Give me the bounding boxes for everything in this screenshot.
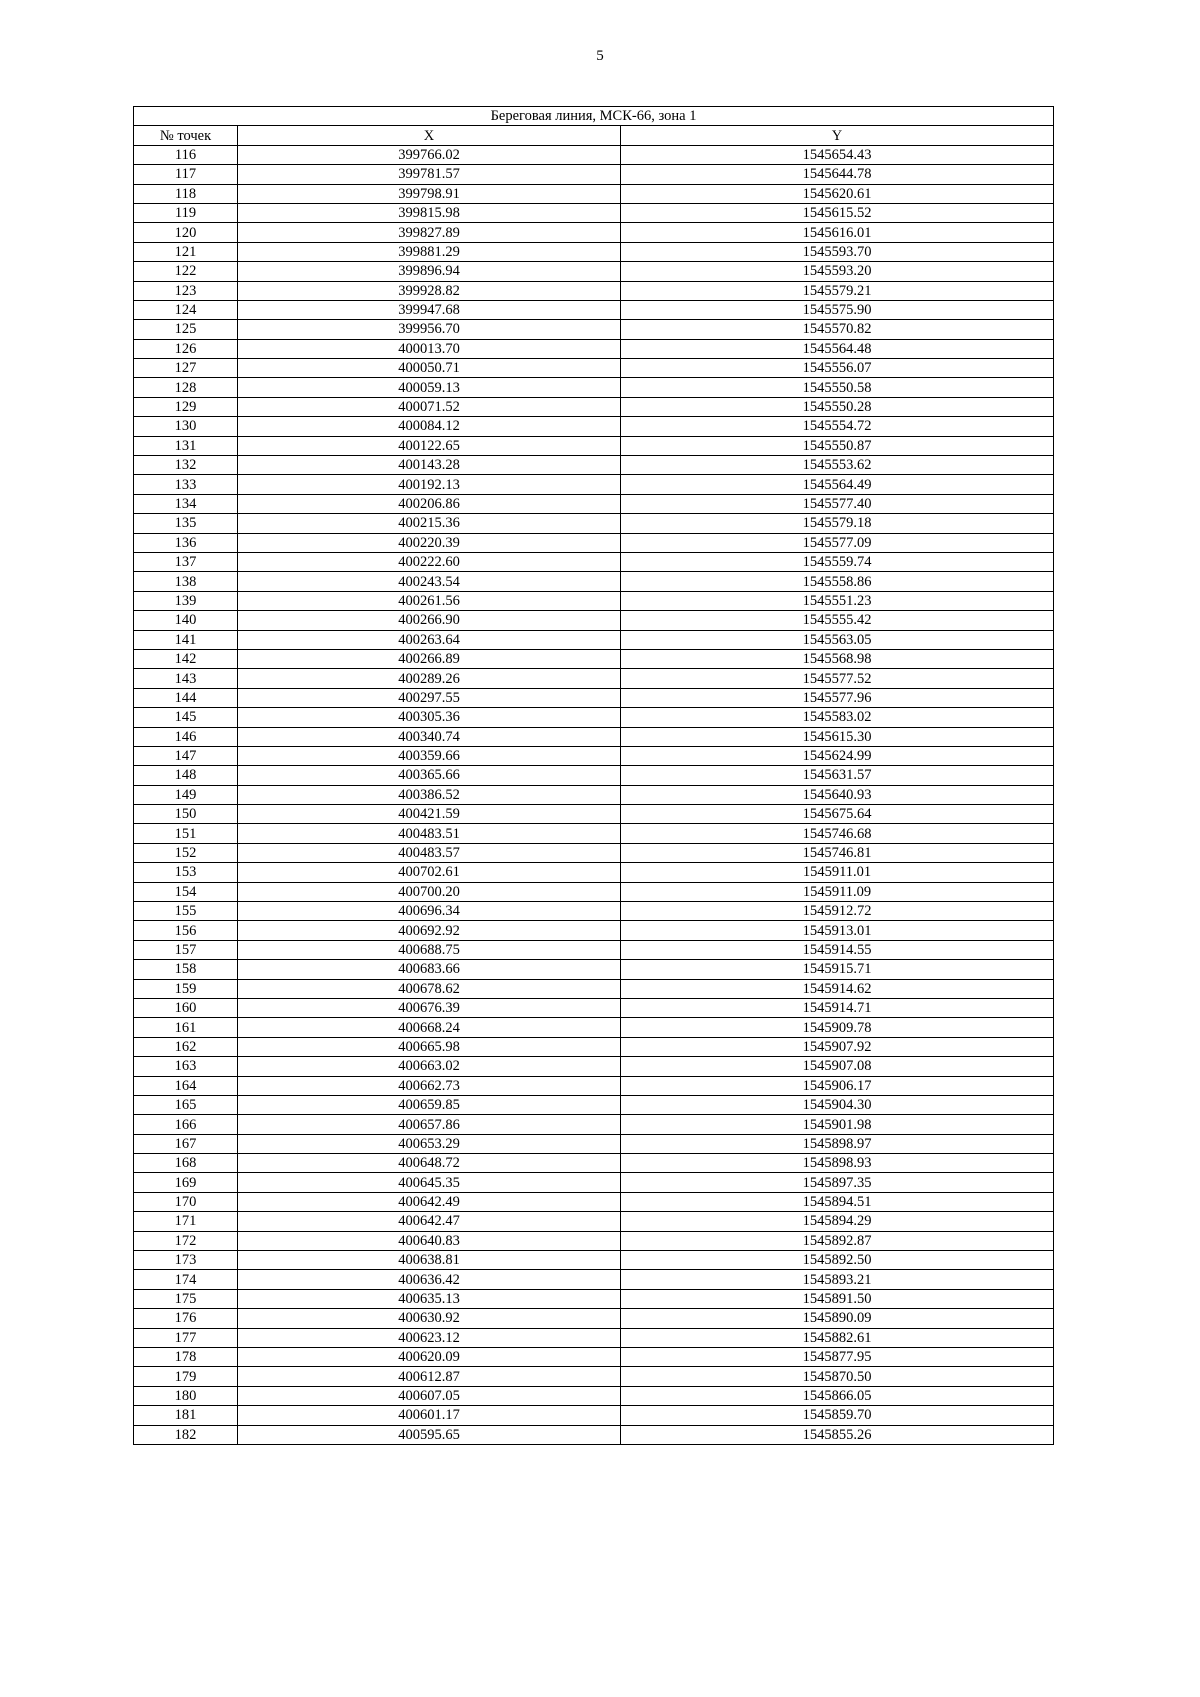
y-cell: 1545579.18 [621, 514, 1054, 533]
x-cell: 399766.02 [238, 145, 621, 164]
point-number-cell: 159 [134, 979, 238, 998]
y-cell: 1545746.81 [621, 843, 1054, 862]
point-number-cell: 140 [134, 611, 238, 630]
x-cell: 400601.17 [238, 1406, 621, 1425]
point-number-cell: 161 [134, 1018, 238, 1037]
y-cell: 1545891.50 [621, 1289, 1054, 1308]
table-row [134, 1134, 1054, 1153]
y-cell: 1545577.40 [621, 494, 1054, 513]
point-number-cell: 147 [134, 746, 238, 765]
point-number-cell: 171 [134, 1212, 238, 1231]
x-cell: 400638.81 [238, 1251, 621, 1270]
y-cell: 1545564.48 [621, 339, 1054, 358]
point-number-cell: 158 [134, 960, 238, 979]
x-cell: 400215.36 [238, 514, 621, 533]
point-number-cell: 154 [134, 882, 238, 901]
table-row [134, 843, 1054, 862]
x-cell: 400702.61 [238, 863, 621, 882]
x-cell: 400386.52 [238, 785, 621, 804]
point-number-cell: 181 [134, 1406, 238, 1425]
table-row [134, 339, 1054, 358]
table-row [134, 436, 1054, 455]
x-cell: 399956.70 [238, 320, 621, 339]
x-cell: 400642.49 [238, 1192, 621, 1211]
table-row [134, 1406, 1054, 1425]
x-cell: 400678.62 [238, 979, 621, 998]
table-row [134, 1173, 1054, 1192]
table-row [134, 960, 1054, 979]
table-row [134, 223, 1054, 242]
y-cell: 1545558.86 [621, 572, 1054, 591]
y-cell: 1545577.52 [621, 669, 1054, 688]
table-title-row [134, 107, 1054, 126]
x-cell: 400657.86 [238, 1115, 621, 1134]
y-cell: 1545901.98 [621, 1115, 1054, 1134]
table-row [134, 921, 1054, 940]
point-number-cell: 170 [134, 1192, 238, 1211]
point-number-cell: 157 [134, 940, 238, 959]
y-cell: 1545855.26 [621, 1425, 1054, 1444]
x-cell: 399928.82 [238, 281, 621, 300]
table-row [134, 475, 1054, 494]
x-cell: 400483.51 [238, 824, 621, 843]
table-row [134, 902, 1054, 921]
y-cell: 1545746.68 [621, 824, 1054, 843]
x-cell: 400623.12 [238, 1328, 621, 1347]
table-row [134, 1270, 1054, 1289]
x-cell: 400192.13 [238, 475, 621, 494]
point-number-cell: 131 [134, 436, 238, 455]
table-title: Береговая линия, МСК-66, зона 1 [134, 107, 1054, 126]
table-body [134, 145, 1054, 1444]
table-row [134, 708, 1054, 727]
table-row [134, 649, 1054, 668]
point-number-cell: 139 [134, 591, 238, 610]
table-row [134, 1076, 1054, 1095]
table-row [134, 417, 1054, 436]
point-number-cell: 148 [134, 766, 238, 785]
header-x: X [238, 126, 621, 145]
x-cell: 400243.54 [238, 572, 621, 591]
table-row [134, 281, 1054, 300]
x-cell: 400340.74 [238, 727, 621, 746]
x-cell: 399798.91 [238, 184, 621, 203]
y-cell: 1545911.09 [621, 882, 1054, 901]
y-cell: 1545593.20 [621, 262, 1054, 281]
point-number-cell: 129 [134, 397, 238, 416]
y-cell: 1545593.70 [621, 242, 1054, 261]
point-number-cell: 141 [134, 630, 238, 649]
table-row [134, 785, 1054, 804]
x-cell: 400688.75 [238, 940, 621, 959]
point-number-cell: 120 [134, 223, 238, 242]
x-cell: 399815.98 [238, 203, 621, 222]
table-row [134, 998, 1054, 1017]
table-row [134, 1115, 1054, 1134]
point-number-cell: 119 [134, 203, 238, 222]
table-row [134, 572, 1054, 591]
table-row [134, 494, 1054, 513]
x-cell: 400620.09 [238, 1348, 621, 1367]
table-row [134, 165, 1054, 184]
y-cell: 1545554.72 [621, 417, 1054, 436]
table-row [134, 746, 1054, 765]
y-cell: 1545907.92 [621, 1037, 1054, 1056]
point-number-cell: 132 [134, 456, 238, 475]
x-cell: 400595.65 [238, 1425, 621, 1444]
x-cell: 400084.12 [238, 417, 621, 436]
y-cell: 1545912.72 [621, 902, 1054, 921]
table-row [134, 456, 1054, 475]
point-number-cell: 145 [134, 708, 238, 727]
y-cell: 1545550.87 [621, 436, 1054, 455]
y-cell: 1545577.96 [621, 688, 1054, 707]
y-cell: 1545894.51 [621, 1192, 1054, 1211]
y-cell: 1545914.62 [621, 979, 1054, 998]
y-cell: 1545559.74 [621, 552, 1054, 571]
point-number-cell: 173 [134, 1251, 238, 1270]
point-number-cell: 130 [134, 417, 238, 436]
x-cell: 400206.86 [238, 494, 621, 513]
point-number-cell: 122 [134, 262, 238, 281]
y-cell: 1545575.90 [621, 300, 1054, 319]
point-number-cell: 143 [134, 669, 238, 688]
point-number-cell: 160 [134, 998, 238, 1017]
point-number-cell: 117 [134, 165, 238, 184]
table-header-row [134, 126, 1054, 145]
table-row [134, 766, 1054, 785]
point-number-cell: 150 [134, 805, 238, 824]
table-row [134, 805, 1054, 824]
point-number-cell: 134 [134, 494, 238, 513]
point-number-cell: 174 [134, 1270, 238, 1289]
point-number-cell: 128 [134, 378, 238, 397]
point-number-cell: 166 [134, 1115, 238, 1134]
table-row [134, 300, 1054, 319]
x-cell: 400305.36 [238, 708, 621, 727]
table-row [134, 1192, 1054, 1211]
y-cell: 1545550.28 [621, 397, 1054, 416]
x-cell: 399881.29 [238, 242, 621, 261]
table-row [134, 184, 1054, 203]
y-cell: 1545615.52 [621, 203, 1054, 222]
point-number-cell: 142 [134, 649, 238, 668]
x-cell: 400665.98 [238, 1037, 621, 1056]
x-cell: 400359.66 [238, 746, 621, 765]
x-cell: 400143.28 [238, 456, 621, 475]
x-cell: 400692.92 [238, 921, 621, 940]
x-cell: 400071.52 [238, 397, 621, 416]
point-number-cell: 135 [134, 514, 238, 533]
point-number-cell: 164 [134, 1076, 238, 1095]
point-number-cell: 176 [134, 1309, 238, 1328]
table-row [134, 1018, 1054, 1037]
table-row [134, 979, 1054, 998]
table-row [134, 533, 1054, 552]
table-row [134, 1231, 1054, 1250]
x-cell: 400289.26 [238, 669, 621, 688]
point-number-cell: 163 [134, 1057, 238, 1076]
table-row [134, 863, 1054, 882]
x-cell: 400266.90 [238, 611, 621, 630]
point-number-cell: 155 [134, 902, 238, 921]
point-number-cell: 152 [134, 843, 238, 862]
y-cell: 1545570.82 [621, 320, 1054, 339]
table-row [134, 1386, 1054, 1405]
table-row [134, 552, 1054, 571]
x-cell: 400630.92 [238, 1309, 621, 1328]
point-number-cell: 126 [134, 339, 238, 358]
point-number-cell: 179 [134, 1367, 238, 1386]
x-cell: 400261.56 [238, 591, 621, 610]
point-number-cell: 118 [134, 184, 238, 203]
page-number: 5 [596, 48, 604, 64]
y-cell: 1545555.42 [621, 611, 1054, 630]
point-number-cell: 127 [134, 359, 238, 378]
y-cell: 1545893.21 [621, 1270, 1054, 1289]
point-number-cell: 165 [134, 1095, 238, 1114]
y-cell: 1545620.61 [621, 184, 1054, 203]
y-cell: 1545904.30 [621, 1095, 1054, 1114]
x-cell: 400635.13 [238, 1289, 621, 1308]
y-cell: 1545882.61 [621, 1328, 1054, 1347]
y-cell: 1545553.62 [621, 456, 1054, 475]
point-number-cell: 138 [134, 572, 238, 591]
x-cell: 400640.83 [238, 1231, 621, 1250]
table-row [134, 1367, 1054, 1386]
x-cell: 400220.39 [238, 533, 621, 552]
table-row [134, 824, 1054, 843]
y-cell: 1545563.05 [621, 630, 1054, 649]
point-number-cell: 125 [134, 320, 238, 339]
y-cell: 1545551.23 [621, 591, 1054, 610]
table-row [134, 359, 1054, 378]
point-number-cell: 146 [134, 727, 238, 746]
table-row [134, 1057, 1054, 1076]
x-cell: 400676.39 [238, 998, 621, 1017]
y-cell: 1545906.17 [621, 1076, 1054, 1095]
y-cell: 1545644.78 [621, 165, 1054, 184]
y-cell: 1545913.01 [621, 921, 1054, 940]
y-cell: 1545564.49 [621, 475, 1054, 494]
x-cell: 400645.35 [238, 1173, 621, 1192]
table-row [134, 940, 1054, 959]
point-number-cell: 169 [134, 1173, 238, 1192]
y-cell: 1545577.09 [621, 533, 1054, 552]
x-cell: 400421.59 [238, 805, 621, 824]
x-cell: 399781.57 [238, 165, 621, 184]
x-cell: 400222.60 [238, 552, 621, 571]
header-y: Y [621, 126, 1054, 145]
x-cell: 400612.87 [238, 1367, 621, 1386]
point-number-cell: 167 [134, 1134, 238, 1153]
table-row [134, 397, 1054, 416]
x-cell: 399827.89 [238, 223, 621, 242]
point-number-cell: 136 [134, 533, 238, 552]
table-row [134, 262, 1054, 281]
y-cell: 1545624.99 [621, 746, 1054, 765]
y-cell: 1545859.70 [621, 1406, 1054, 1425]
x-cell: 400122.65 [238, 436, 621, 455]
y-cell: 1545615.30 [621, 727, 1054, 746]
y-cell: 1545911.01 [621, 863, 1054, 882]
y-cell: 1545640.93 [621, 785, 1054, 804]
point-number-cell: 177 [134, 1328, 238, 1347]
table-row [134, 242, 1054, 261]
table-row [134, 1425, 1054, 1444]
x-cell: 400668.24 [238, 1018, 621, 1037]
x-cell: 400636.42 [238, 1270, 621, 1289]
x-cell: 400659.85 [238, 1095, 621, 1114]
y-cell: 1545898.93 [621, 1154, 1054, 1173]
table-row [134, 1037, 1054, 1056]
point-number-cell: 116 [134, 145, 238, 164]
point-number-cell: 124 [134, 300, 238, 319]
point-number-cell: 137 [134, 552, 238, 571]
y-cell: 1545907.08 [621, 1057, 1054, 1076]
point-number-cell: 133 [134, 475, 238, 494]
y-cell: 1545583.02 [621, 708, 1054, 727]
y-cell: 1545897.35 [621, 1173, 1054, 1192]
x-cell: 400653.29 [238, 1134, 621, 1153]
table-row [134, 1289, 1054, 1308]
y-cell: 1545675.64 [621, 805, 1054, 824]
table-row [134, 1328, 1054, 1347]
point-number-cell: 153 [134, 863, 238, 882]
table-row [134, 203, 1054, 222]
y-cell: 1545556.07 [621, 359, 1054, 378]
y-cell: 1545579.21 [621, 281, 1054, 300]
point-number-cell: 151 [134, 824, 238, 843]
x-cell: 400013.70 [238, 339, 621, 358]
table-row [134, 145, 1054, 164]
x-cell: 400365.66 [238, 766, 621, 785]
point-number-cell: 156 [134, 921, 238, 940]
table-row [134, 1212, 1054, 1231]
y-cell: 1545631.57 [621, 766, 1054, 785]
table-row [134, 882, 1054, 901]
y-cell: 1545914.55 [621, 940, 1054, 959]
y-cell: 1545870.50 [621, 1367, 1054, 1386]
point-number-cell: 149 [134, 785, 238, 804]
y-cell: 1545914.71 [621, 998, 1054, 1017]
point-number-cell: 178 [134, 1348, 238, 1367]
y-cell: 1545866.05 [621, 1386, 1054, 1405]
coordinates-table [133, 106, 1054, 1445]
y-cell: 1545890.09 [621, 1309, 1054, 1328]
x-cell: 400662.73 [238, 1076, 621, 1095]
y-cell: 1545654.43 [621, 145, 1054, 164]
point-number-cell: 123 [134, 281, 238, 300]
x-cell: 400263.64 [238, 630, 621, 649]
point-number-cell: 182 [134, 1425, 238, 1444]
point-number-cell: 172 [134, 1231, 238, 1250]
x-cell: 400607.05 [238, 1386, 621, 1405]
y-cell: 1545568.98 [621, 649, 1054, 668]
table-row [134, 1154, 1054, 1173]
x-cell: 400050.71 [238, 359, 621, 378]
table-row [134, 688, 1054, 707]
x-cell: 400266.89 [238, 649, 621, 668]
x-cell: 400663.02 [238, 1057, 621, 1076]
point-number-cell: 162 [134, 1037, 238, 1056]
table-row [134, 1251, 1054, 1270]
x-cell: 400683.66 [238, 960, 621, 979]
point-number-cell: 121 [134, 242, 238, 261]
table-row [134, 320, 1054, 339]
point-number-cell: 144 [134, 688, 238, 707]
x-cell: 400059.13 [238, 378, 621, 397]
point-number-cell: 180 [134, 1386, 238, 1405]
table-row [134, 1309, 1054, 1328]
table-row [134, 727, 1054, 746]
x-cell: 400483.57 [238, 843, 621, 862]
y-cell: 1545892.50 [621, 1251, 1054, 1270]
y-cell: 1545898.97 [621, 1134, 1054, 1153]
x-cell: 400696.34 [238, 902, 621, 921]
table-row [134, 378, 1054, 397]
y-cell: 1545616.01 [621, 223, 1054, 242]
point-number-cell: 175 [134, 1289, 238, 1308]
table-row [134, 669, 1054, 688]
y-cell: 1545892.87 [621, 1231, 1054, 1250]
y-cell: 1545550.58 [621, 378, 1054, 397]
x-cell: 400642.47 [238, 1212, 621, 1231]
x-cell: 399896.94 [238, 262, 621, 281]
table-row [134, 1095, 1054, 1114]
point-number-cell: 168 [134, 1154, 238, 1173]
y-cell: 1545894.29 [621, 1212, 1054, 1231]
table-row [134, 514, 1054, 533]
y-cell: 1545877.95 [621, 1348, 1054, 1367]
table-row [134, 611, 1054, 630]
x-cell: 400648.72 [238, 1154, 621, 1173]
x-cell: 400700.20 [238, 882, 621, 901]
x-cell: 399947.68 [238, 300, 621, 319]
x-cell: 400297.55 [238, 688, 621, 707]
y-cell: 1545915.71 [621, 960, 1054, 979]
y-cell: 1545909.78 [621, 1018, 1054, 1037]
table-row [134, 630, 1054, 649]
header-point-number: № точек [134, 126, 238, 145]
table-row [134, 591, 1054, 610]
table-row [134, 1348, 1054, 1367]
